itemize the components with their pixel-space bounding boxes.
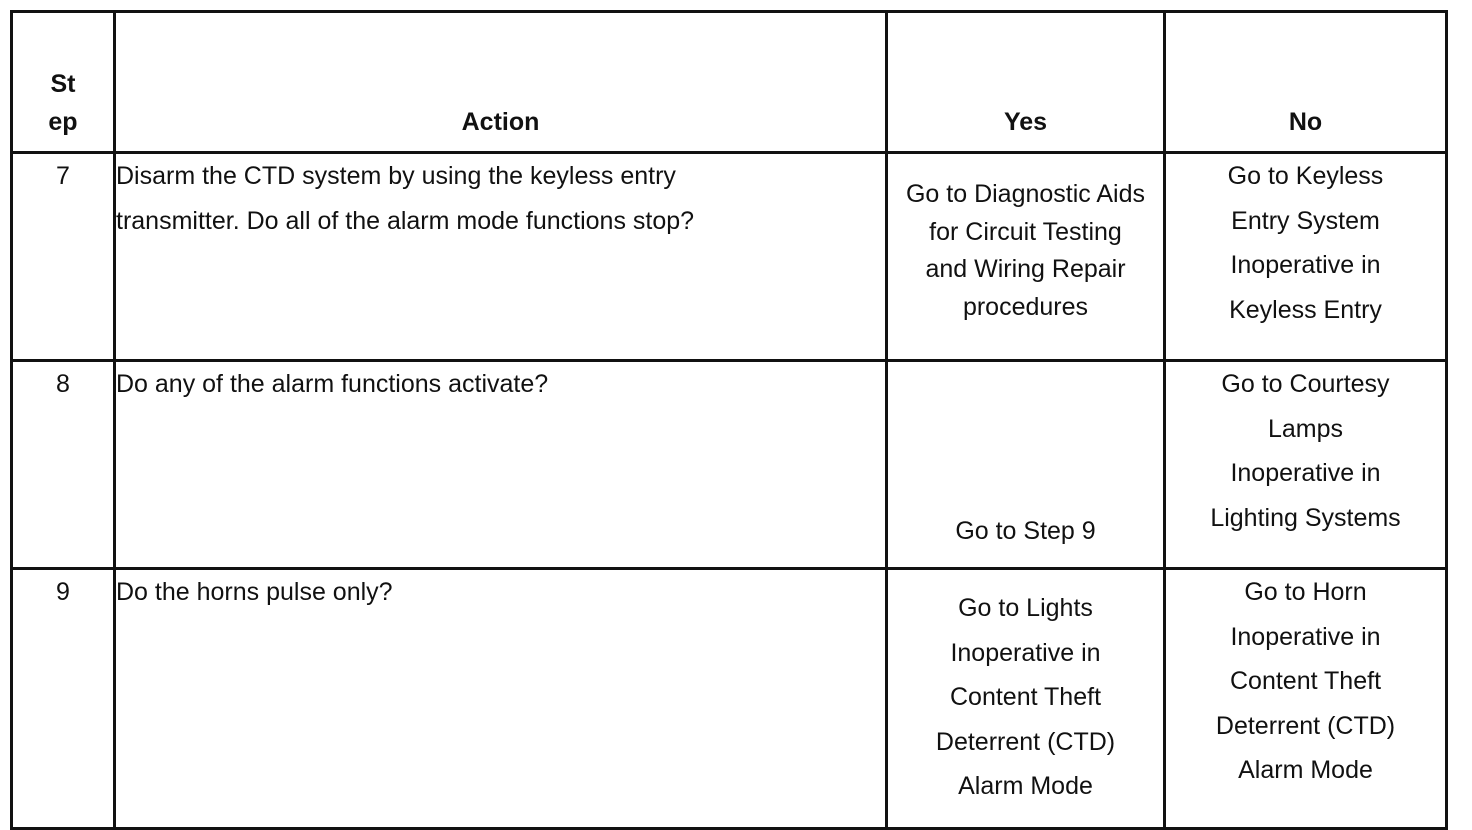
diagnostic-table-frame: [10, 10, 1448, 830]
header-step: [12, 12, 115, 153]
header-row: [12, 12, 1447, 153]
no-line: Lighting Systems: [1210, 503, 1401, 532]
header-action: Action: [115, 12, 887, 153]
action-cell: [115, 569, 887, 829]
no-cell: [1165, 569, 1447, 829]
no-line: Go to Keyless: [1227, 162, 1384, 190]
no-line: Content Theft: [1229, 667, 1382, 695]
yes-line: procedures: [962, 292, 1089, 321]
header-yes: Yes: [887, 12, 1165, 153]
yes-line: Alarm Mode: [958, 772, 1093, 800]
yes-line: Content Theft: [949, 683, 1102, 711]
no-line: Lamps: [1267, 414, 1344, 443]
yes-cell: [887, 153, 1165, 361]
action-line: Do any of the alarm functions activate?: [116, 370, 549, 398]
diagnostic-table: [10, 10, 1448, 830]
no-cell: [1165, 361, 1447, 569]
no-line: Deterrent (CTD): [1215, 711, 1396, 740]
action-line: Do the horns pulse only?: [116, 578, 393, 606]
table-row-step-7: [12, 153, 1447, 361]
yes-line: Go to Step 9: [955, 516, 1096, 545]
table-row-step-9: [12, 569, 1447, 829]
no-line: Go to Horn: [1244, 578, 1367, 606]
action-line: transmitter. Do all of the alarm mode functions stop?: [116, 206, 695, 235]
header-no: No: [1165, 12, 1447, 153]
yes-line: Go to Lights: [958, 594, 1093, 622]
header-step-line: St: [50, 70, 76, 98]
header-step-line: ep: [48, 108, 78, 136]
no-line: Go to Courtesy: [1221, 370, 1390, 398]
action-line: Disarm the CTD system by using the keyless entry: [116, 162, 676, 190]
yes-line: and Wiring Repair: [925, 255, 1126, 283]
yes-line: Inoperative in: [950, 638, 1101, 667]
action-cell: [115, 153, 887, 361]
no-line: Alarm Mode: [1238, 756, 1373, 784]
step-number: 8: [12, 361, 115, 569]
yes-cell: [887, 361, 1165, 569]
yes-line: Deterrent (CTD): [935, 727, 1116, 756]
table-row-step-8: [12, 361, 1447, 569]
no-cell: [1165, 153, 1447, 361]
step-number: 9: [12, 569, 115, 829]
no-line: Inoperative in: [1230, 459, 1381, 487]
no-line: Entry System: [1231, 206, 1380, 235]
no-line: Keyless Entry: [1229, 295, 1382, 324]
yes-line: Go to Diagnostic Aids: [905, 180, 1145, 208]
no-line: Inoperative in: [1230, 251, 1381, 279]
yes-line: for Circuit Testing: [929, 217, 1122, 246]
step-number: 7: [12, 153, 115, 361]
no-line: Inoperative in: [1230, 622, 1381, 651]
yes-cell: [887, 569, 1165, 829]
action-cell: [115, 361, 887, 569]
